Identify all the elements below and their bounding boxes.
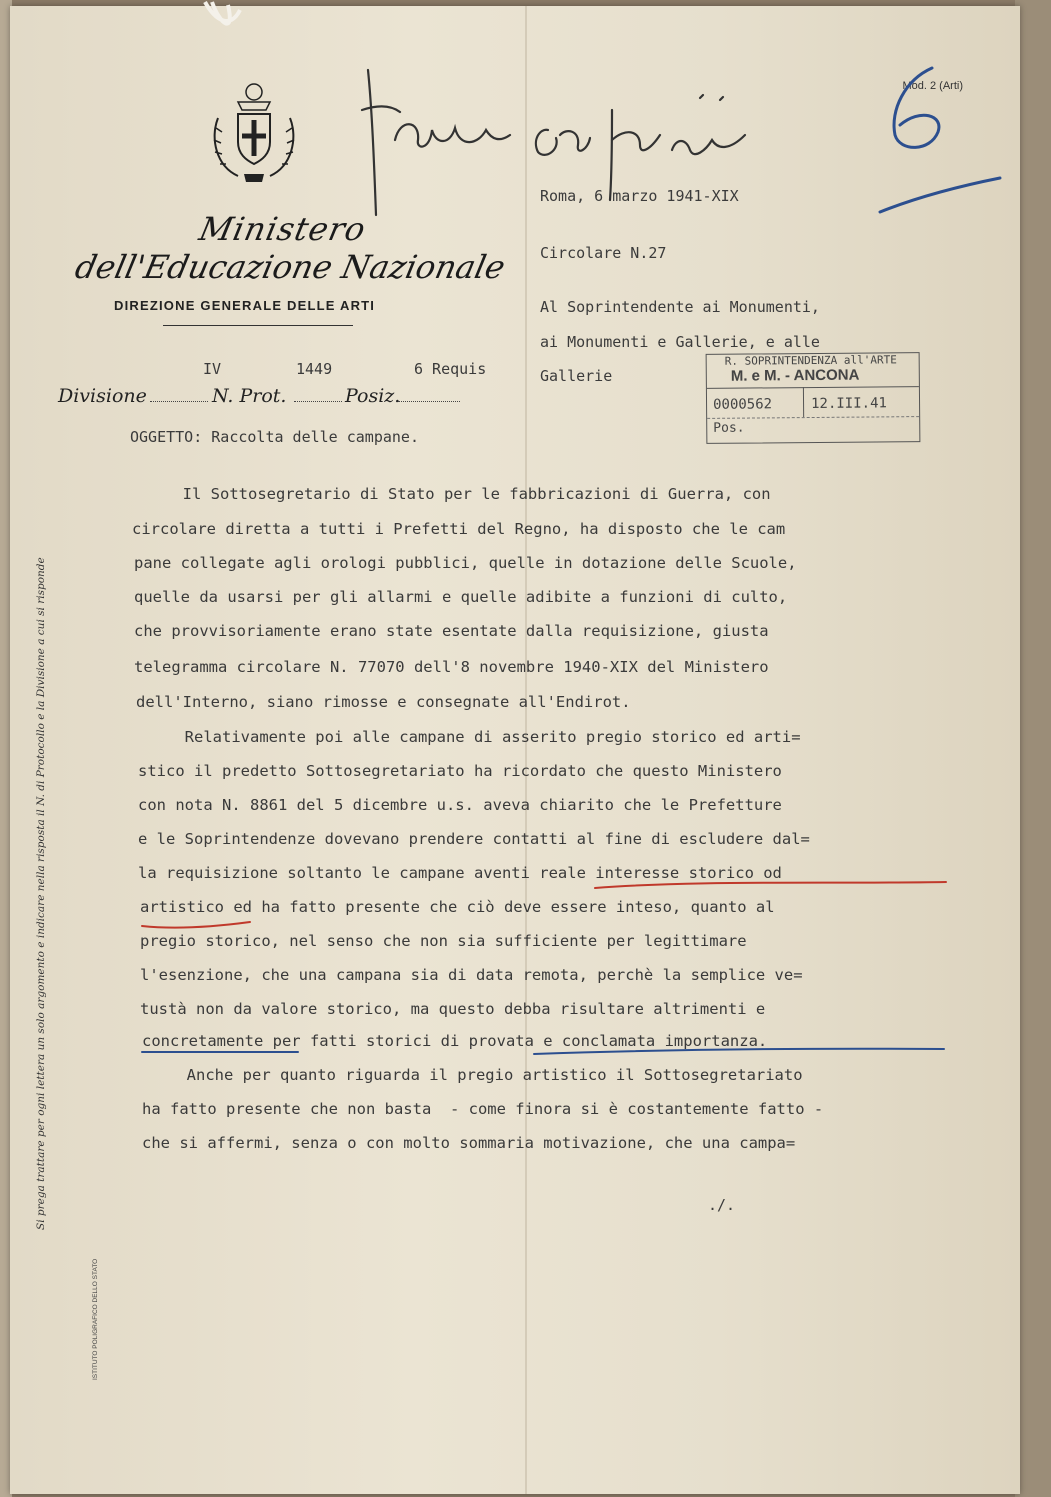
subject-line: OGGETTO: Raccolta delle campane. xyxy=(130,428,419,446)
receipt-stamp xyxy=(706,352,921,444)
stamp-date: 12.III.41 xyxy=(810,395,887,413)
body-line: artistico ed ha fatto presente che ciò deve essere inteso, quanto al xyxy=(140,898,775,916)
circular-number: Circolare N.27 xyxy=(540,244,667,262)
stamp-office: R. SOPRINTENDENZA all'ARTE xyxy=(724,353,897,368)
recipient-line: Al Soprintendente ai Monumenti, xyxy=(540,298,820,316)
posiz-value: 6 Requis xyxy=(414,360,487,378)
body-line: pregio storico, nel senso che non sia sufficiente per legittimare xyxy=(140,932,747,950)
printer-mark: ISTITUTO POLIGRAFICO DELLO STATO xyxy=(92,1258,99,1380)
body-line: circolare diretta a tutti i Prefetti del Regno, ha disposto che le cam xyxy=(132,520,786,538)
body-line: Anche per quanto riguarda il pregio artistico il Sottosegretariato xyxy=(140,1066,803,1084)
body-line: che provvisoriamente erano state esentate dalla requisizione, giusta xyxy=(134,622,769,640)
body-line: concretamente per fatti storici di provata e conclamata importanza. xyxy=(142,1032,768,1050)
body-line: stico il predetto Sottosegretariato ha ricordato che questo Ministero xyxy=(138,762,782,780)
body-line: pane collegate agli orologi pubblici, quelle in dotazione delle Scuole, xyxy=(134,554,797,572)
body-line: Il Sottosegretario di Stato per le fabbricazioni di Guerra, con xyxy=(136,485,771,503)
body-line: ha fatto presente che non basta - come finora si è costantemente fatto - xyxy=(142,1100,824,1118)
body-line: l'esenzione, che una campana sia di data remota, perchè la semplice ve= xyxy=(140,966,803,984)
ministry-title-line2: dell'Educazione Nazionale xyxy=(71,248,509,286)
nprot-value: 1449 xyxy=(296,360,333,378)
body-line: quelle da usarsi per gli allarmi e quelle adibite a funzioni di culto, xyxy=(134,588,788,606)
divisione-label: Divisione xyxy=(58,385,147,407)
posiz-label: Posiz. xyxy=(345,385,401,407)
divisione-value: IV xyxy=(203,360,222,378)
body-line: tustà non da valore storico, ma questo debba risultare altrimenti e xyxy=(140,1000,766,1018)
stamp-pos: Pos. xyxy=(713,420,745,436)
stamp-city: M. e M. - ANCONA xyxy=(730,366,860,385)
posiz-dotline xyxy=(398,401,460,402)
body-line: con nota N. 8861 del 5 dicembre u.s. aveva chiarito che le Prefetture xyxy=(138,796,782,814)
body-line: dell'Interno, siano rimosse e consegnate all'Endirot. xyxy=(136,693,631,711)
recipient-line: Gallerie xyxy=(540,367,613,385)
department-rule xyxy=(163,325,353,326)
stamp-number: 0000562 xyxy=(712,396,773,413)
divisione-dotline xyxy=(150,401,208,402)
department-name: DIREZIONE GENERALE DELLE ARTI xyxy=(114,298,376,313)
body-line: telegramma circolare N. 77070 dell'8 novembre 1940-XIX del Ministero xyxy=(134,658,769,676)
continuation-mark: ./. xyxy=(708,1196,736,1214)
body-line: che si affermi, senza o con molto sommaria motivazione, che una campa= xyxy=(142,1134,796,1152)
body-line: Relativamente poi alle campane di asserito pregio storico ed arti= xyxy=(138,728,801,746)
place-date: Roma, 6 marzo 1941-XIX xyxy=(540,187,739,205)
handwritten-number-6 xyxy=(880,68,1000,212)
nprot-dotline xyxy=(294,401,342,402)
body-line: la requisizione soltanto le campane aventi reale interesse storico od xyxy=(138,864,782,882)
nprot-label: N. Prot. xyxy=(212,385,287,407)
side-margin-instructions: Si prega trattare per ogni lettera un solo argomento e indicare nella risposta il N. di Protocollo e la Divisione a cui si risponde xyxy=(35,557,47,1230)
form-code: Mod. 2 (Arti) xyxy=(902,80,963,92)
ministry-title-line1: Ministero xyxy=(195,210,370,248)
recipient-line: ai Monumenti e Gallerie, e alle xyxy=(540,333,820,351)
body-line: e le Soprintendenze dovevano prendere contatti al fine di escludere dal= xyxy=(138,830,810,848)
